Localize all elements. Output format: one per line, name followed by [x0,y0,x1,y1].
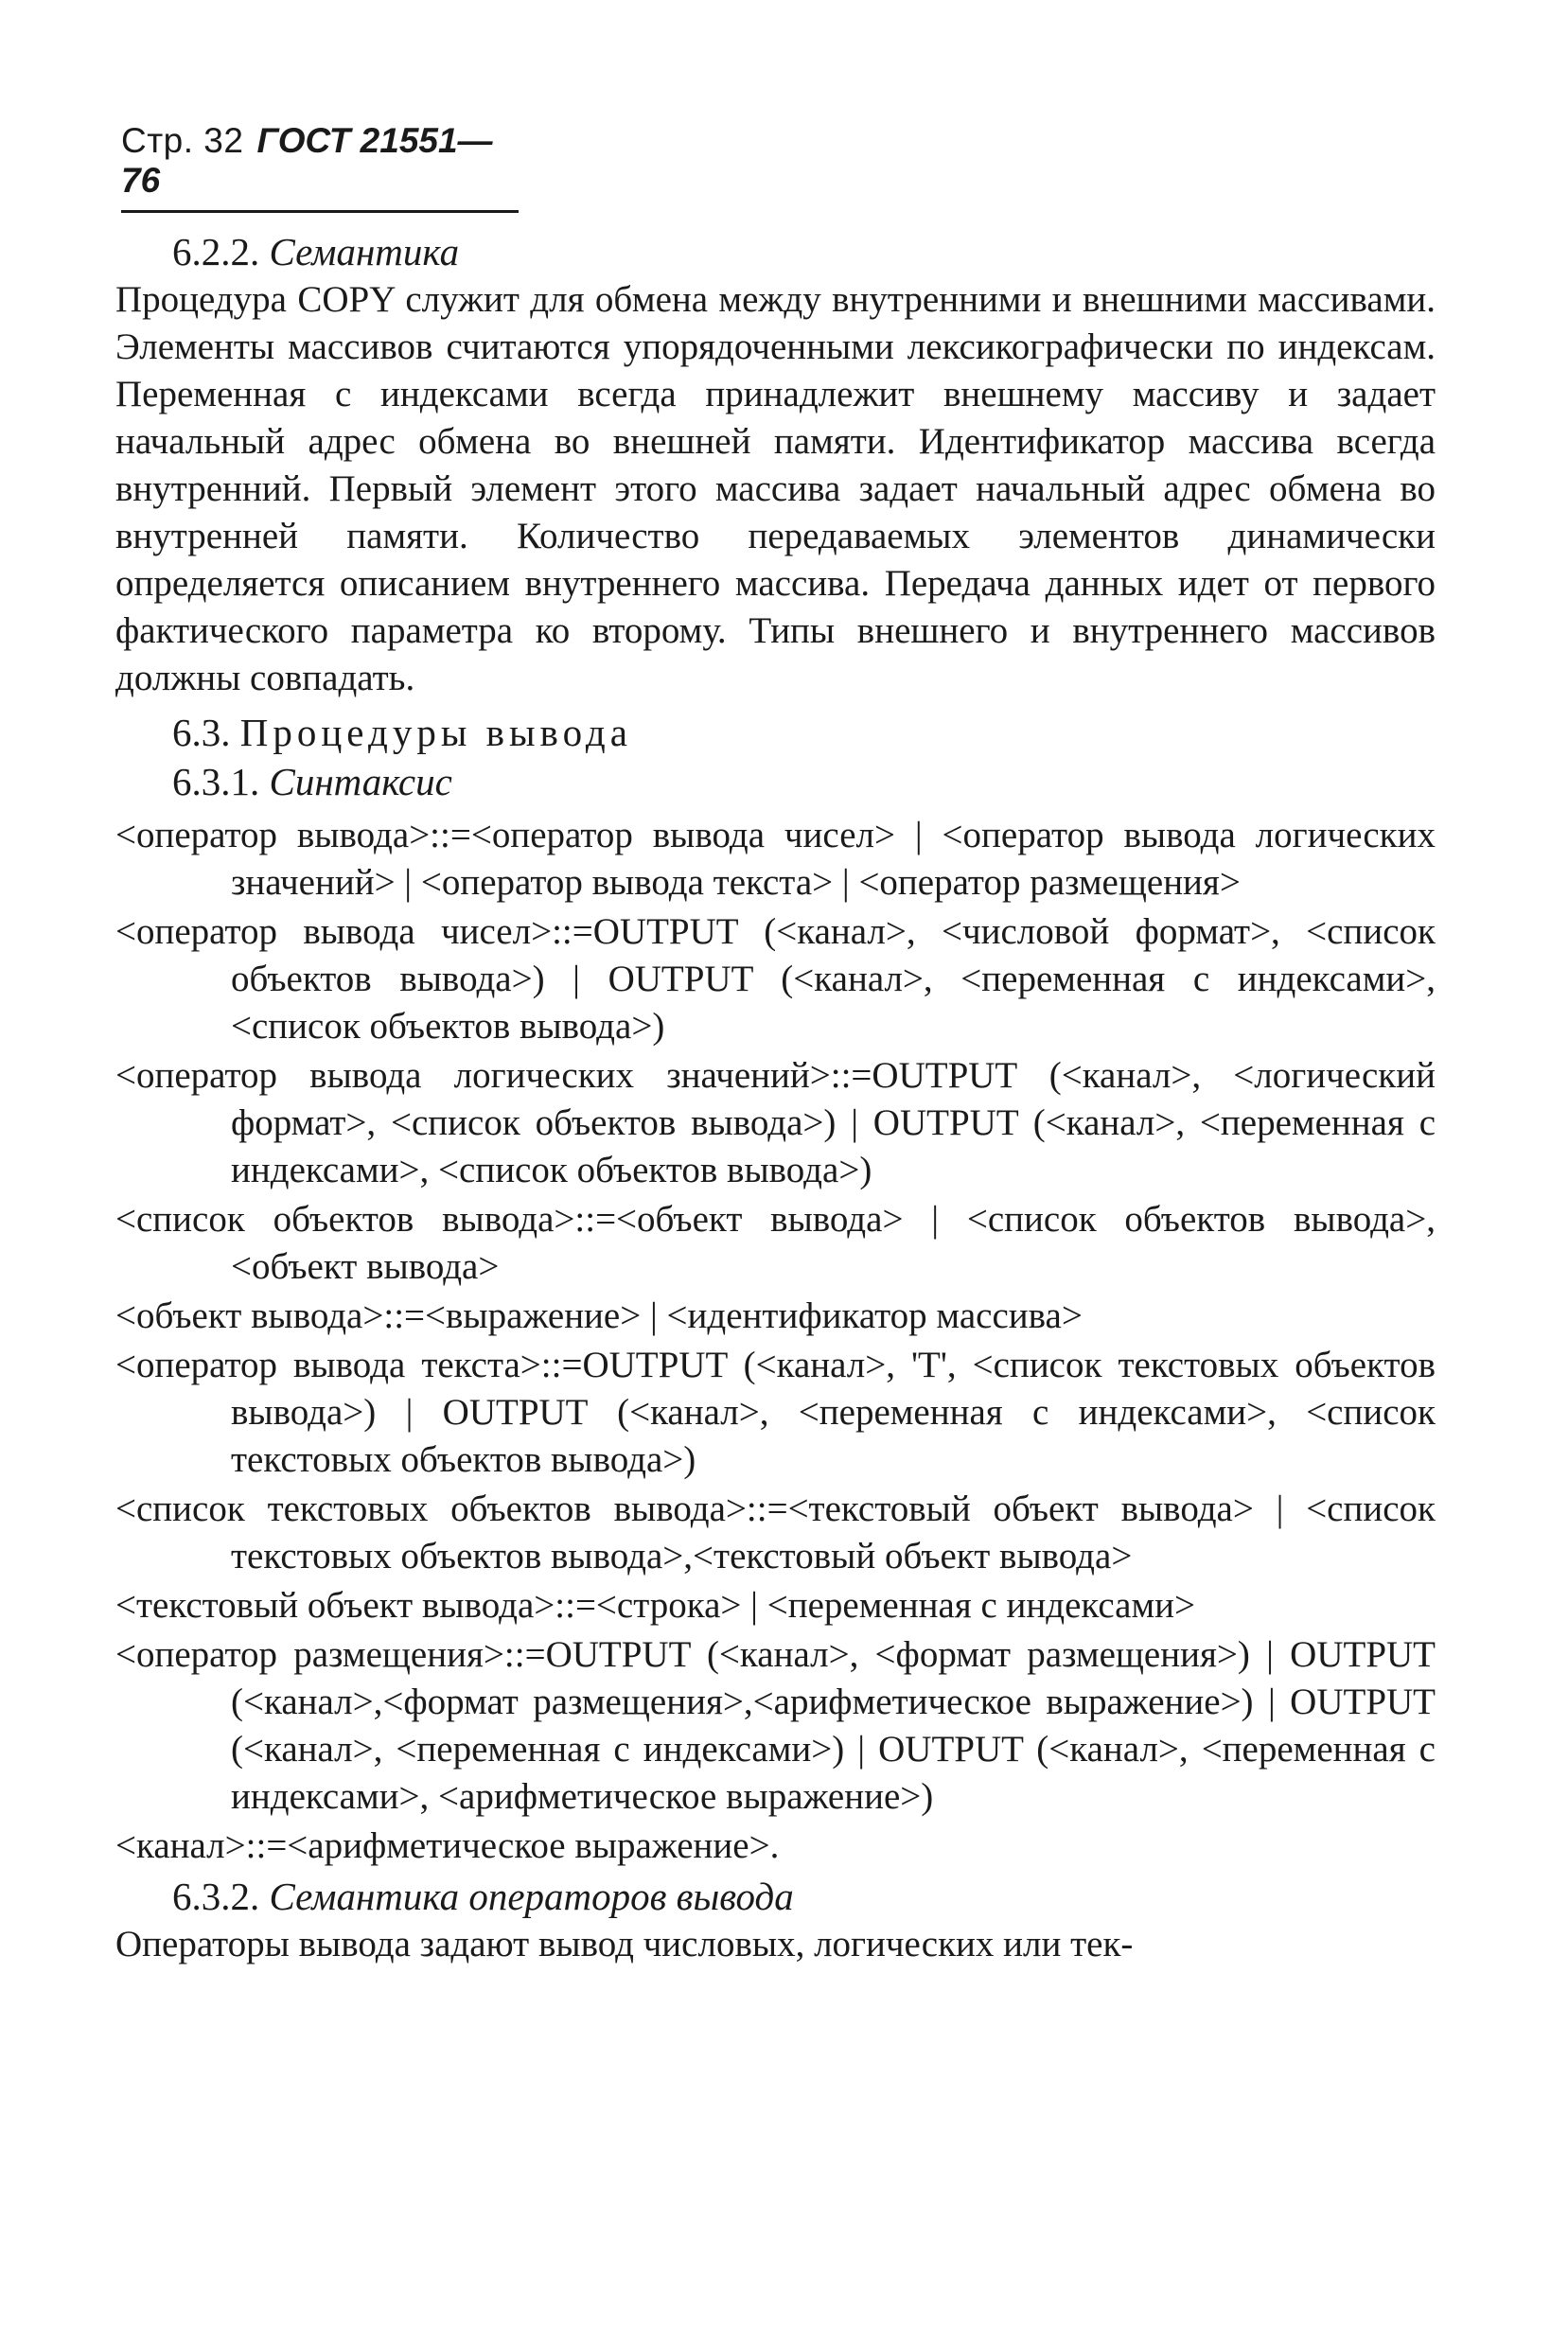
syntax-rule: <список объектов вывода>::=<объект вывода> | <список объектов вывода>, <объект вывода> [115,1199,1436,1287]
section-title: Процедуры вывода [239,711,632,754]
section-number: 6.3.1. [172,760,260,803]
syntax-rule: <оператор вывода>::=<оператор вывода чисел> | <оператор вывода логических значений> | <оператор вывода текста> | <оператор размещения> [115,815,1436,903]
page-header [121,121,519,213]
section-6-2-2-heading [115,227,1436,276]
output-semantics-paragraph: Операторы вывода задают вывод числовых, логических или тек- [115,1924,1134,1964]
syntax-rule: <канал>::=<арифметическое выражение>. [115,1825,780,1866]
syntax-rule: <оператор вывода чисел>::=OUTPUT (<канал>, <числовой формат>, <список объектов вывода>) | OUTPUT (<канал>, <переменная с индексами>, <список объектов вывода>) [115,911,1436,1047]
page-content [115,227,1436,1971]
semantics-paragraph: Процедура COPY служит для обмена между внутренними и внешними массивами. Элементы массивов считаются упорядоченными лексикографически по индексам. Переменная с индексами всегда принадлежит внешнему массиву и задает начальный адрес обмена во внешней памяти. Идентификатор массива всегда внутренний. Первый элемент этого массива задает начальный адрес обмена во внутренней памяти. Количество передаваемых элементов динамически определяется описанием внутреннего массива. Передача данных идет от первого фактического параметра ко второму. Типы внешнего и внутреннего массивов должны совпадать. [115,279,1436,698]
syntax-rule: <оператор размещения>::=OUTPUT (<канал>, <формат размещения>) | OUTPUT (<канал>,<формат размещения>,<арифметическое выражение>) | OUTPUT (<канал>, <переменная с индексами>) | OUTPUT (<канал>, <переменная с индексами>, <арифметическое выражение>) [115,1634,1436,1817]
syntax-rules [115,812,1436,1870]
page-number: Стр. 32 [121,121,244,160]
section-title: Семантика [269,230,460,273]
section-6-3-1-heading [115,757,1436,806]
section-title: Синтаксис [269,760,452,803]
syntax-rule: <оператор вывода текста>::=OUTPUT (<канал>, 'T', <список текстовых объектов вывода>) | OUTPUT (<канал>, <переменная с индексами>, <список текстовых объектов вывода>) [115,1345,1436,1480]
syntax-rule: <объект вывода>::=<выражение> | <идентификатор массива> [115,1295,1083,1336]
section-6-3-2-heading [115,1872,1436,1921]
syntax-rule: <текстовый объект вывода>::=<строка> | <переменная с индексами> [115,1585,1196,1626]
section-number: 6.3. [172,711,231,754]
section-title: Семантика операторов вывода [269,1875,794,1918]
document-code: ГОСТ 21551—76 [121,121,493,200]
section-6-3-heading [115,708,1436,757]
syntax-rule: <оператор вывода логических значений>::=OUTPUT (<канал>, <логический формат>, <список объектов вывода>) | OUTPUT (<канал>, <переменная с индексами>, <список объектов вывода>) [115,1055,1436,1190]
syntax-rule: <список текстовых объектов вывода>::=<текстовый объект вывода> | <список текстовых объектов вывода>,<текстовый объект вывода> [115,1488,1436,1576]
section-number: 6.3.2. [172,1875,260,1918]
section-number: 6.2.2. [172,230,260,273]
